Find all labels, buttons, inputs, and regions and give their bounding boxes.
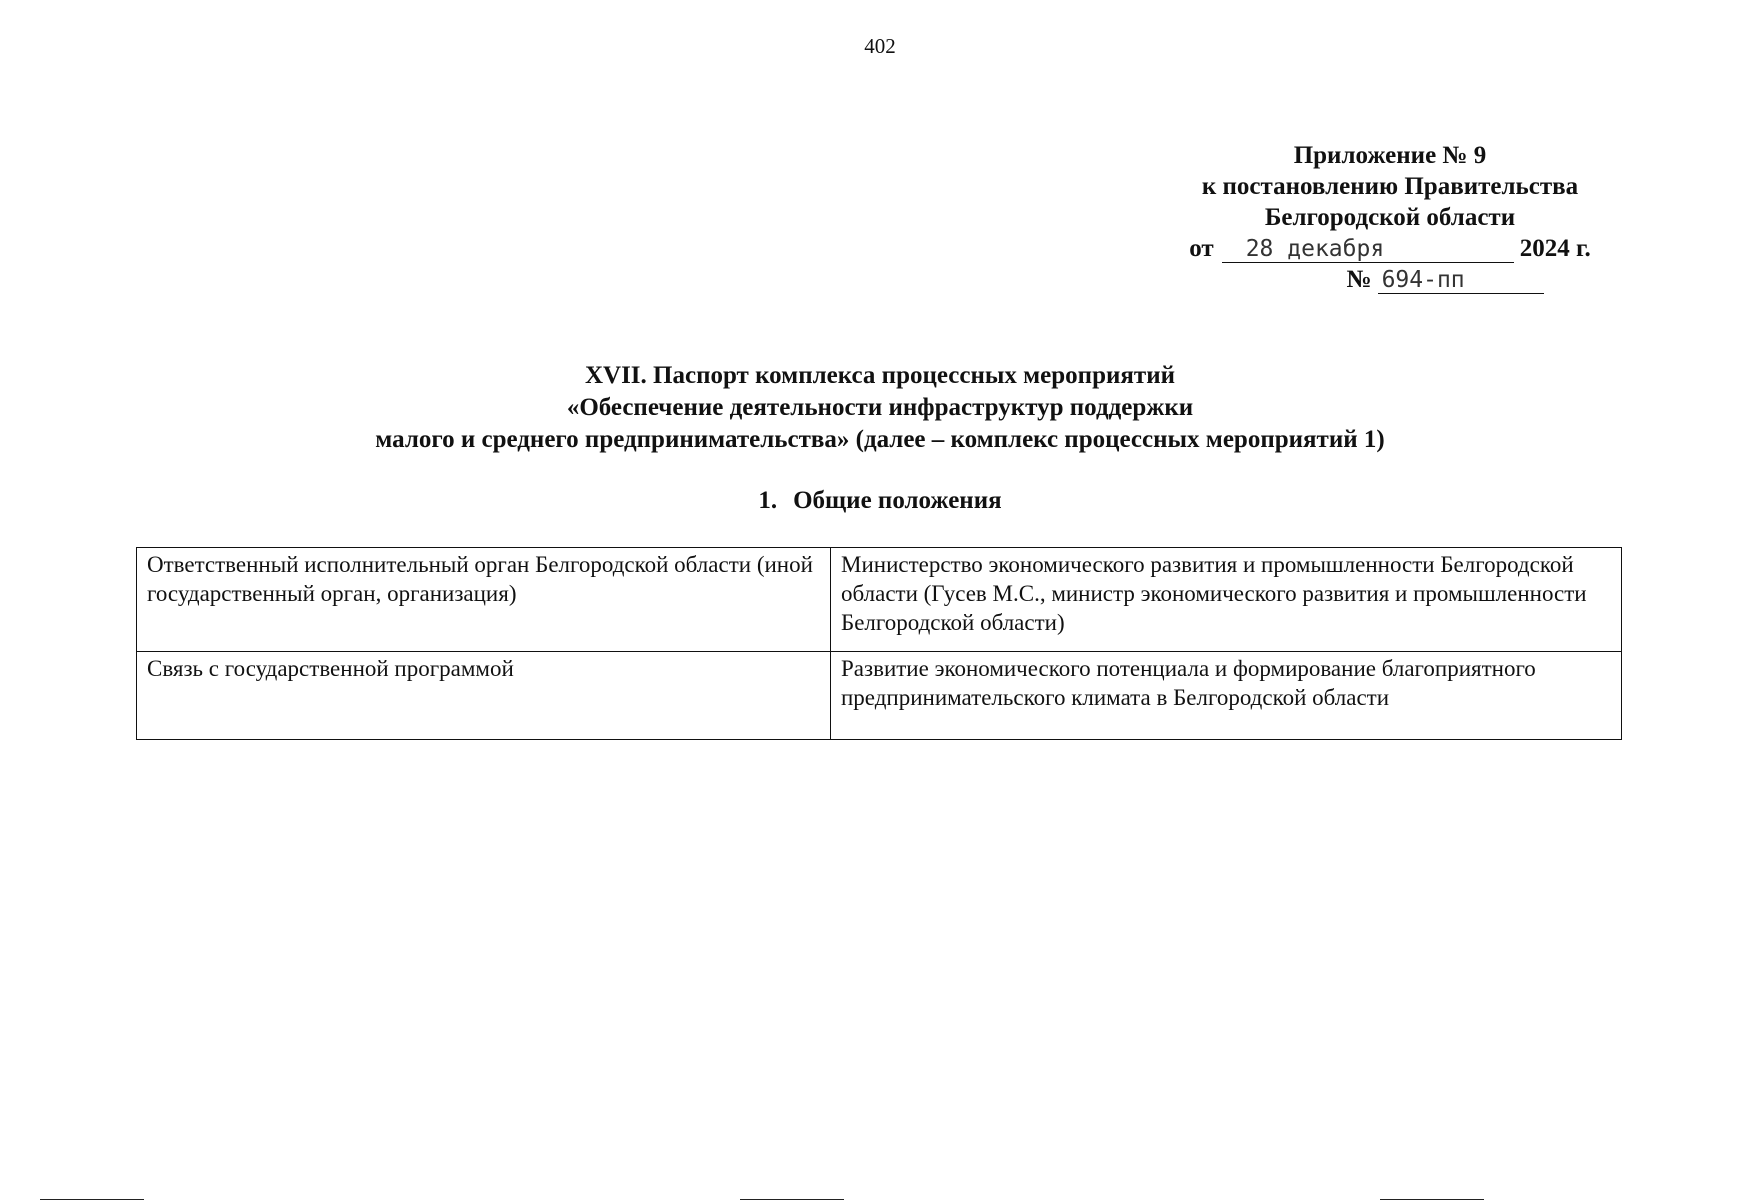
table-cell-value: Министерство экономического развития и промышленности Белгородской области (Гусев М.С., министр экономического развития и промышленности Белгородской области) [831, 548, 1622, 652]
appendix-title: Приложение № 9 [1293, 142, 1487, 169]
section-number: 1. [758, 487, 778, 514]
table-cell-label: Связь с государственной программой [137, 652, 831, 740]
date-prefix: от [1189, 235, 1214, 262]
section-title: Общие положения [793, 487, 1002, 514]
page-number: 402 [864, 34, 896, 58]
document-title-line-1: XVII. Паспорт комплекса процессных мероприятий [584, 362, 1176, 389]
section-heading [0, 487, 1760, 515]
table-row [137, 652, 1622, 740]
table-cell-label: Ответственный исполнительный орган Белгородской области (иной государственный орган, организация) [137, 548, 831, 652]
number-value: 694-пп [1378, 267, 1544, 294]
appendix-number-row [1160, 264, 1620, 295]
appendix-header [1160, 140, 1620, 295]
appendix-date-row [1160, 233, 1620, 264]
appendix-line-region: Белгородской области [1264, 204, 1516, 231]
table-row [137, 548, 1622, 652]
passport-table [136, 547, 1622, 740]
table-cell-value: Развитие экономического потенциала и формирование благоприятного предпринимательского климата в Белгородской области [831, 652, 1622, 740]
date-value: 28 декабря [1222, 236, 1514, 263]
date-year: 2024 г. [1519, 235, 1591, 262]
document-title [0, 360, 1760, 456]
number-prefix: № [1346, 266, 1372, 293]
document-title-line-2: «Обеспечение деятельности инфраструктур поддержки [566, 394, 1194, 421]
document-title-line-3: малого и среднего предпринимательства» (далее – комплекс процессных мероприятий 1) [375, 426, 1385, 453]
appendix-line-resolution: к постановлению Правительства [1201, 173, 1579, 200]
